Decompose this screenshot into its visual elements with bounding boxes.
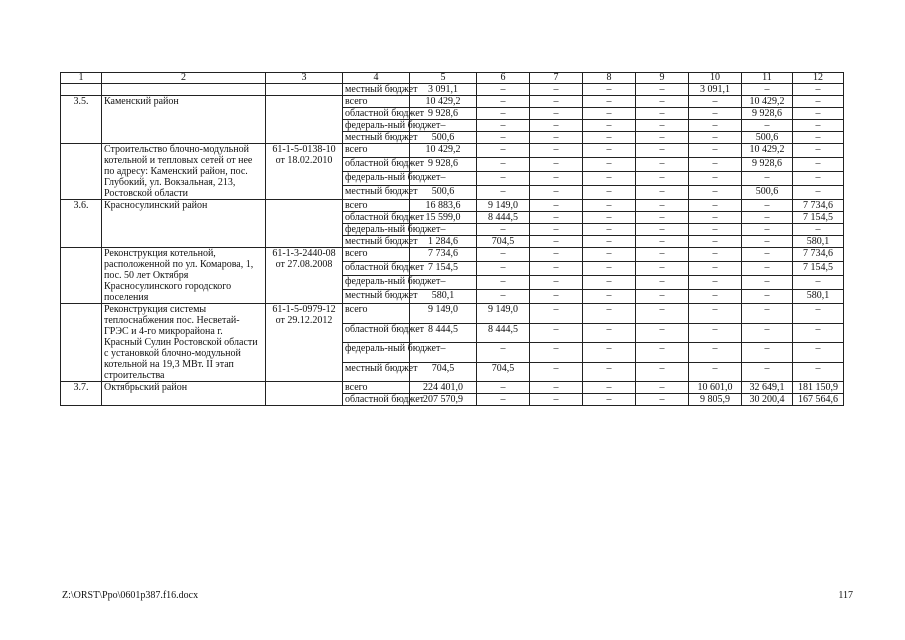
- cell-value: –: [793, 276, 844, 290]
- cell-value: 9 149,0: [410, 304, 477, 324]
- cell-value: 580,1: [410, 290, 477, 304]
- cell-value: –: [742, 236, 793, 248]
- cell-value: –: [530, 290, 583, 304]
- cell-value: –: [530, 262, 583, 276]
- cell-value: –: [477, 262, 530, 276]
- cell-value: –: [636, 186, 689, 200]
- cell-value: –: [530, 224, 583, 236]
- cell-value: –: [583, 262, 636, 276]
- cell-value: 7 154,5: [793, 212, 844, 224]
- cell-value: –: [410, 224, 477, 236]
- cell-budget-category: местный бюджет: [343, 186, 410, 200]
- project-code: [266, 382, 343, 406]
- cell-value: 30 200,4: [742, 394, 793, 406]
- cell-value: 9 805,9: [689, 394, 742, 406]
- column-header: 11: [742, 73, 793, 84]
- cell-value: –: [742, 276, 793, 290]
- cell-value: –: [583, 248, 636, 262]
- cell-value: –: [583, 84, 636, 96]
- cell-value: 704,5: [477, 362, 530, 382]
- cell-value: –: [530, 276, 583, 290]
- column-header: 4: [343, 73, 410, 84]
- cell-value: –: [477, 144, 530, 158]
- cell-value: –: [742, 262, 793, 276]
- cell-value: –: [530, 158, 583, 172]
- column-header: 12: [793, 73, 844, 84]
- cell-value: –: [636, 394, 689, 406]
- cell-budget-category: областной бюджет: [343, 323, 410, 343]
- cell-value: –: [583, 394, 636, 406]
- cell-value: –: [793, 362, 844, 382]
- cell-value: –: [530, 200, 583, 212]
- cell-value: –: [793, 323, 844, 343]
- cell-value: –: [636, 200, 689, 212]
- cell-value: –: [410, 276, 477, 290]
- project-code: 61-1-5-0138-10 от 18.02.2010: [266, 144, 343, 200]
- cell-value: –: [530, 84, 583, 96]
- cell-value: –: [689, 132, 742, 144]
- cell-value: –: [742, 172, 793, 186]
- section-name: Каменский район: [102, 96, 266, 144]
- table-row: [61, 96, 844, 108]
- cell-value: –: [530, 343, 583, 363]
- cell-value: –: [636, 236, 689, 248]
- project-name: Реконструкция котельной, расположенной по ул. Комарова, 1, пос. 50 лет Октября Красносулинского городского поселения: [102, 248, 266, 304]
- cell-value: –: [689, 186, 742, 200]
- cell-value: –: [583, 290, 636, 304]
- cell-value: –: [636, 158, 689, 172]
- cell-number: [61, 84, 102, 96]
- header-row: [61, 73, 844, 84]
- cell-value: –: [530, 144, 583, 158]
- cell-value: –: [530, 186, 583, 200]
- table-row: [61, 248, 844, 262]
- cell-value: –: [636, 172, 689, 186]
- cell-budget-category: федераль-ный бюджет: [343, 276, 410, 290]
- column-header: 2: [102, 73, 266, 84]
- cell-budget-category: областной бюджет: [343, 108, 410, 120]
- cell-value: –: [530, 132, 583, 144]
- table-row: [61, 200, 844, 212]
- project-code: 61-1-5-0979-12 от 29.12.2012: [266, 304, 343, 382]
- section-name: Октябрьский район: [102, 382, 266, 406]
- cell-budget-category: областной бюджет: [343, 212, 410, 224]
- cell-value: –: [689, 236, 742, 248]
- cell-value: –: [583, 323, 636, 343]
- section-number: 3.7.: [61, 382, 102, 406]
- cell-budget-category: областной бюджет: [343, 394, 410, 406]
- cell-value: –: [742, 212, 793, 224]
- cell-value: 10 429,2: [410, 144, 477, 158]
- cell-value: –: [742, 84, 793, 96]
- cell-value: –: [742, 120, 793, 132]
- cell-value: 10 429,2: [410, 96, 477, 108]
- cell-budget-category: всего: [343, 382, 410, 394]
- cell-value: –: [793, 120, 844, 132]
- cell-value: –: [477, 276, 530, 290]
- cell-budget-category: местный бюджет: [343, 290, 410, 304]
- cell-budget-category: областной бюджет: [343, 262, 410, 276]
- section-number: 3.6.: [61, 200, 102, 248]
- cell-value: –: [689, 200, 742, 212]
- table-row: [61, 304, 844, 324]
- cell-value: 9 928,6: [410, 158, 477, 172]
- cell-value: –: [636, 108, 689, 120]
- cell-value: –: [583, 120, 636, 132]
- cell-value: –: [793, 158, 844, 172]
- cell-value: 207 570,9: [410, 394, 477, 406]
- cell-value: –: [636, 132, 689, 144]
- cell-value: –: [689, 343, 742, 363]
- cell-value: –: [583, 362, 636, 382]
- cell-value: –: [530, 108, 583, 120]
- cell-value: –: [689, 304, 742, 324]
- cell-value: –: [689, 276, 742, 290]
- cell-number: [61, 144, 102, 200]
- cell-value: 10 601,0: [689, 382, 742, 394]
- cell-value: –: [530, 382, 583, 394]
- cell-value: –: [689, 144, 742, 158]
- cell-value: 32 649,1: [742, 382, 793, 394]
- cell-value: –: [583, 236, 636, 248]
- cell-value: –: [636, 276, 689, 290]
- cell-value: –: [689, 172, 742, 186]
- cell-budget-category: всего: [343, 200, 410, 212]
- cell-value: –: [583, 224, 636, 236]
- cell-value: –: [636, 84, 689, 96]
- cell-value: –: [583, 158, 636, 172]
- cell-value: 9 149,0: [477, 200, 530, 212]
- cell-value: 167 564,6: [793, 394, 844, 406]
- cell-value: –: [477, 172, 530, 186]
- cell-value: –: [583, 200, 636, 212]
- cell-value: –: [793, 144, 844, 158]
- cell-value: –: [636, 120, 689, 132]
- cell-value: 9 928,6: [410, 108, 477, 120]
- column-header: 1: [61, 73, 102, 84]
- cell-value: –: [477, 224, 530, 236]
- cell-value: 224 401,0: [410, 382, 477, 394]
- cell-value: –: [530, 304, 583, 324]
- cell-value: –: [742, 248, 793, 262]
- column-header: 8: [583, 73, 636, 84]
- cell-value: 500,6: [410, 186, 477, 200]
- cell-value: –: [742, 290, 793, 304]
- table-row: [61, 144, 844, 158]
- column-header: 10: [689, 73, 742, 84]
- cell-value: –: [477, 290, 530, 304]
- project-name: Строительство блочно-модульной котельной и тепловых сетей от нее по адресу: Каменский район, пос. Глубокий, ул. Вокзальная, 213, Ростовской области: [102, 144, 266, 200]
- cell-value: –: [477, 158, 530, 172]
- cell-value: –: [636, 144, 689, 158]
- cell-value: –: [583, 186, 636, 200]
- cell-value: 9 149,0: [477, 304, 530, 324]
- cell-value: –: [636, 382, 689, 394]
- cell-value: 9 928,6: [742, 158, 793, 172]
- cell-value: –: [689, 262, 742, 276]
- cell-value: 15 599,0: [410, 212, 477, 224]
- cell-value: –: [689, 158, 742, 172]
- cell-name: [102, 84, 266, 96]
- cell-value: –: [689, 108, 742, 120]
- cell-value: 1 284,6: [410, 236, 477, 248]
- cell-number: [61, 248, 102, 304]
- cell-value: –: [477, 84, 530, 96]
- cell-budget-category: местный бюджет: [343, 236, 410, 248]
- cell-value: 7 734,6: [793, 200, 844, 212]
- budget-table: [60, 72, 844, 406]
- cell-value: –: [636, 343, 689, 363]
- footer-page-number: 117: [838, 590, 853, 601]
- cell-value: –: [742, 323, 793, 343]
- cell-value: 10 429,2: [742, 144, 793, 158]
- cell-budget-category: областной бюджет: [343, 158, 410, 172]
- cell-value: –: [742, 224, 793, 236]
- cell-value: –: [477, 186, 530, 200]
- section-number: 3.5.: [61, 96, 102, 144]
- cell-value: 704,5: [477, 236, 530, 248]
- cell-value: –: [793, 186, 844, 200]
- cell-value: –: [583, 304, 636, 324]
- cell-value: –: [530, 120, 583, 132]
- cell-value: –: [793, 84, 844, 96]
- section-name: Красносулинский район: [102, 200, 266, 248]
- cell-budget-category: местный бюджет: [343, 132, 410, 144]
- cell-budget-category: федераль-ный бюджет: [343, 120, 410, 132]
- cell-value: 10 429,2: [742, 96, 793, 108]
- cell-value: 704,5: [410, 362, 477, 382]
- cell-value: 500,6: [410, 132, 477, 144]
- cell-value: 7 154,5: [410, 262, 477, 276]
- cell-value: –: [793, 172, 844, 186]
- cell-value: –: [583, 172, 636, 186]
- cell-budget-category: федераль-ный бюджет: [343, 172, 410, 186]
- column-header: 3: [266, 73, 343, 84]
- cell-value: –: [742, 304, 793, 324]
- cell-budget-category: федераль-ный бюджет: [343, 224, 410, 236]
- cell-value: –: [742, 362, 793, 382]
- cell-value: –: [477, 248, 530, 262]
- project-code: [266, 200, 343, 248]
- cell-budget-category: всего: [343, 96, 410, 108]
- cell-value: –: [477, 382, 530, 394]
- cell-value: –: [583, 144, 636, 158]
- cell-value: –: [583, 132, 636, 144]
- cell-value: 7 154,5: [793, 262, 844, 276]
- cell-budget-category: всего: [343, 248, 410, 262]
- cell-value: –: [583, 343, 636, 363]
- cell-value: –: [793, 108, 844, 120]
- cell-value: –: [583, 382, 636, 394]
- cell-value: –: [477, 108, 530, 120]
- cell-value: 7 734,6: [793, 248, 844, 262]
- cell-value: –: [583, 108, 636, 120]
- cell-value: –: [583, 96, 636, 108]
- table-row: [61, 382, 844, 394]
- cell-budget-category: федераль-ный бюджет: [343, 343, 410, 363]
- cell-value: 8 444,5: [477, 323, 530, 343]
- cell-budget-category: местный бюджет: [343, 84, 410, 96]
- cell-budget-category: местный бюджет: [343, 362, 410, 382]
- cell-value: 16 883,6: [410, 200, 477, 212]
- cell-value: –: [636, 262, 689, 276]
- column-header: 6: [477, 73, 530, 84]
- cell-value: –: [636, 212, 689, 224]
- cell-value: –: [636, 96, 689, 108]
- cell-value: –: [477, 132, 530, 144]
- cell-value: –: [410, 120, 477, 132]
- cell-value: –: [742, 200, 793, 212]
- cell-value: –: [742, 343, 793, 363]
- cell-value: –: [689, 120, 742, 132]
- cell-value: –: [410, 172, 477, 186]
- column-header: 7: [530, 73, 583, 84]
- cell-value: –: [636, 323, 689, 343]
- cell-value: 9 928,6: [742, 108, 793, 120]
- cell-value: –: [530, 172, 583, 186]
- cell-value: –: [530, 96, 583, 108]
- table-row: [61, 84, 844, 96]
- cell-budget-category: всего: [343, 304, 410, 324]
- cell-value: –: [477, 96, 530, 108]
- cell-value: –: [793, 96, 844, 108]
- cell-value: –: [410, 343, 477, 363]
- cell-value: –: [530, 212, 583, 224]
- cell-value: 500,6: [742, 186, 793, 200]
- cell-value: –: [689, 362, 742, 382]
- cell-value: –: [689, 248, 742, 262]
- cell-value: –: [689, 323, 742, 343]
- cell-value: –: [636, 290, 689, 304]
- cell-value: 8 444,5: [477, 212, 530, 224]
- cell-value: 7 734,6: [410, 248, 477, 262]
- cell-value: –: [530, 323, 583, 343]
- footer-file-path: Z:\ORST\Ppo\0601p387.f16.docx: [62, 590, 199, 601]
- cell-value: –: [636, 224, 689, 236]
- cell-value: 500,6: [742, 132, 793, 144]
- cell-value: –: [636, 248, 689, 262]
- cell-value: –: [530, 394, 583, 406]
- cell-value: –: [583, 212, 636, 224]
- column-header: 5: [410, 73, 477, 84]
- cell-value: –: [793, 224, 844, 236]
- cell-value: –: [477, 394, 530, 406]
- cell-value: –: [793, 132, 844, 144]
- cell-number: [61, 304, 102, 382]
- cell-value: 580,1: [793, 290, 844, 304]
- cell-value: –: [583, 276, 636, 290]
- project-name: Реконструкция системы теплоснабжения пос. Несветай-ГРЭС и 4-го микрорайона г. Красный Сулин Ростовской области с установкой блочно-модульной котельной на 19,3 МВт. II этап строительства: [102, 304, 266, 382]
- cell-value: –: [636, 304, 689, 324]
- cell-value: –: [689, 224, 742, 236]
- cell-value: 3 091,1: [410, 84, 477, 96]
- cell-value: 3 091,1: [689, 84, 742, 96]
- column-header: 9: [636, 73, 689, 84]
- cell-value: –: [477, 120, 530, 132]
- cell-value: –: [530, 236, 583, 248]
- project-code: 61-1-3-2440-08 от 27.08.2008: [266, 248, 343, 304]
- cell-value: 8 444,5: [410, 323, 477, 343]
- cell-value: –: [689, 212, 742, 224]
- project-code: [266, 96, 343, 144]
- cell-value: –: [689, 96, 742, 108]
- cell-value: 181 150,9: [793, 382, 844, 394]
- cell-value: 580,1: [793, 236, 844, 248]
- cell-value: –: [530, 362, 583, 382]
- cell-value: –: [689, 290, 742, 304]
- cell-value: –: [477, 343, 530, 363]
- cell-value: –: [793, 304, 844, 324]
- cell-code: [266, 84, 343, 96]
- cell-value: –: [636, 362, 689, 382]
- cell-budget-category: всего: [343, 144, 410, 158]
- cell-value: –: [530, 248, 583, 262]
- cell-value: –: [793, 343, 844, 363]
